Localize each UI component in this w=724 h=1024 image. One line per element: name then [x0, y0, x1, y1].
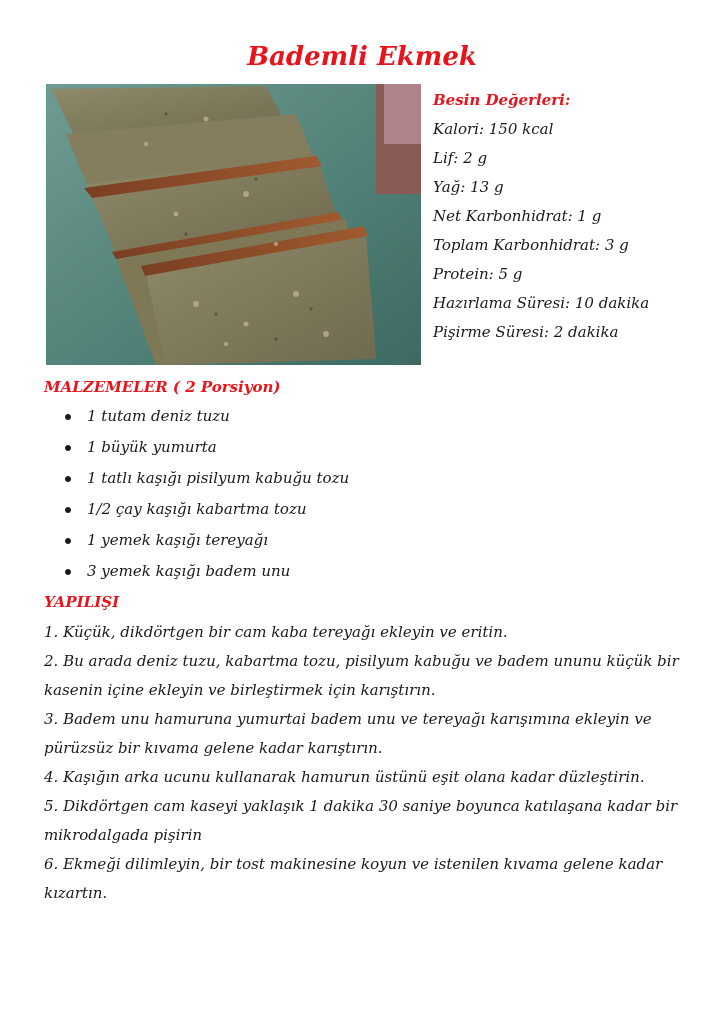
list-item [62, 497, 349, 528]
ingredients-heading: MALZEMELER ( 2 Porsiyon) [44, 378, 281, 396]
bullet-icon [65, 445, 71, 451]
instruction-step: 5. Dikdörtgen cam kaseyi yaklaşık 1 dakika 30 saniye boyunca katılaşana kadar bir mikrodalgada pişirin [44, 797, 678, 844]
bullet-icon [65, 538, 71, 544]
instructions-heading: YAPILIŞI [44, 593, 120, 611]
instruction-step: 2. Bu arada deniz tuzu, kabartma tozu, pisilyum kabuğu ve badem ununu küçük bir kasenin içine ekleyin ve birleştirmek için karıştırın. [44, 652, 679, 699]
nutrition-row-calories: Kalori: 150 kcal [433, 120, 554, 138]
instruction-step: 1. Küçük, dikdörtgen bir cam kaba tereyağı ekleyin ve eritin. [44, 623, 508, 641]
bullet-icon [65, 476, 71, 482]
ingredient-text: 1 tatlı kaşığı pisilyum kabuğu tozu [87, 469, 350, 487]
nutrition-row-total-carbs: Toplam Karbonhidrat: 3 g [433, 236, 629, 254]
bread-photo [46, 84, 421, 365]
ingredient-text: 1 büyük yumurta [87, 438, 217, 456]
recipe-title: Bademli Ekmek [247, 42, 477, 72]
instructions-steps [44, 618, 684, 908]
nutrition-facts [433, 88, 713, 349]
ingredients-list [62, 404, 349, 590]
nutrition-row-net-carbs: Net Karbonhidrat: 1 g [433, 207, 602, 225]
bullet-icon [65, 414, 71, 420]
bullet-icon [65, 569, 71, 575]
list-item [62, 404, 349, 435]
ingredient-text: 1 tutam deniz tuzu [87, 407, 230, 425]
ingredient-text: 3 yemek kaşığı badem unu [87, 562, 291, 580]
instruction-step: 6. Ekmeği dilimleyin, bir tost makinesine koyun ve istenilen kıvama gelene kadar kızartın. [44, 855, 663, 902]
nutrition-row-fiber: Lif: 2 g [433, 149, 488, 167]
ingredient-text: 1 yemek kaşığı tereyağı [87, 531, 269, 549]
instruction-step: 3. Badem unu hamuruna yumurtai badem unu ve tereyağı karışımına ekleyin ve pürüzsüz bir kıvama gelene kadar karıştırın. [44, 710, 652, 757]
list-item [62, 435, 349, 466]
list-item [62, 466, 349, 497]
bullet-icon [65, 507, 71, 513]
nutrition-row-protein: Protein: 5 g [433, 265, 523, 283]
nutrition-row-fat: Yağ: 13 g [433, 178, 504, 196]
list-item [62, 559, 349, 590]
instruction-step: 4. Kaşığın arka ucunu kullanarak hamurun üstünü eşit olana kadar düzleştirin. [44, 768, 645, 786]
nutrition-row-prep-time: Hazırlama Süresi: 10 dakika [433, 294, 650, 312]
list-item [62, 528, 349, 559]
nutrition-heading: Besin Değerleri: [433, 91, 571, 109]
nutrition-row-cook-time: Pişirme Süresi: 2 dakika [433, 323, 619, 341]
ingredient-text: 1/2 çay kaşığı kabartma tozu [87, 500, 307, 518]
